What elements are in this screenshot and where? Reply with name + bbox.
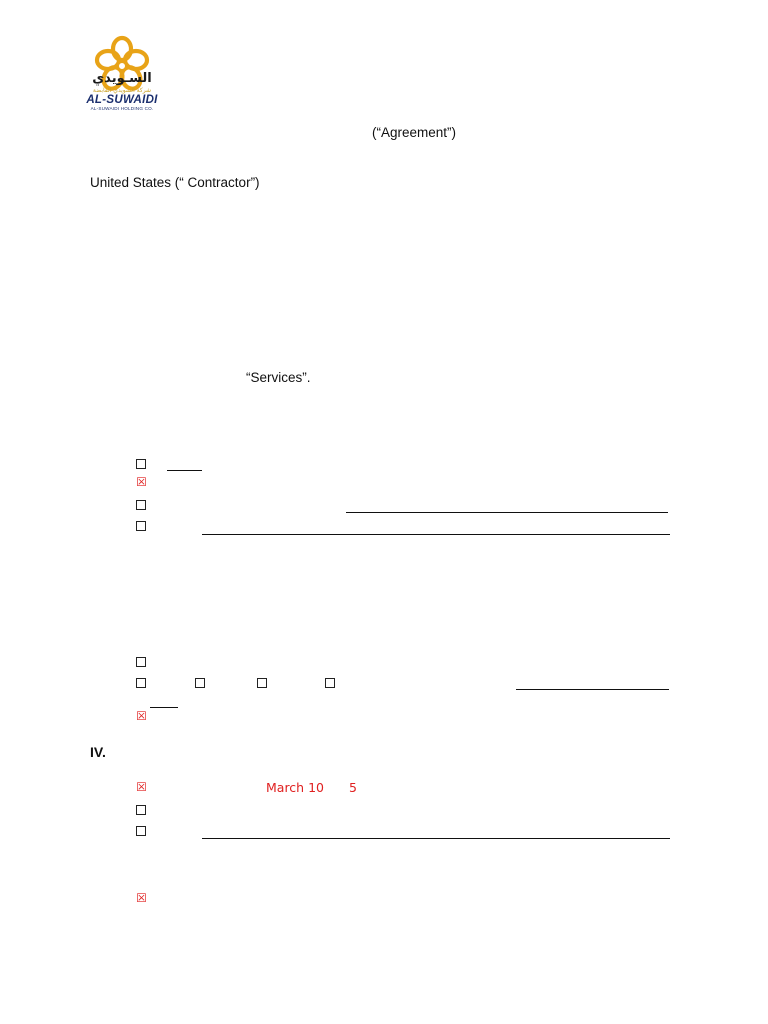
logo-english-name: AL-SUWAIDI bbox=[86, 94, 158, 106]
underline-blank-4 bbox=[516, 689, 669, 690]
underline-blank-1 bbox=[167, 470, 202, 471]
underline-blank-3 bbox=[202, 534, 670, 535]
checkbox-option-4[interactable] bbox=[136, 521, 146, 531]
checkbox-option-9[interactable] bbox=[136, 805, 146, 815]
agreement-label: (“Agreement”) bbox=[372, 125, 457, 140]
checkbox-option-1[interactable] bbox=[136, 459, 146, 469]
checkbox-option-6[interactable] bbox=[136, 678, 146, 688]
underline-blank-6 bbox=[202, 838, 670, 839]
services-label: “Services”. bbox=[246, 370, 311, 385]
section-iv-heading: IV. bbox=[90, 744, 106, 760]
checkbox-option-11-checked[interactable]: ☒ bbox=[136, 891, 147, 905]
checkbox-option-6b[interactable] bbox=[195, 678, 205, 688]
checkbox-option-5[interactable] bbox=[136, 657, 146, 667]
underline-blank-2 bbox=[346, 512, 668, 513]
checkbox-option-6c[interactable] bbox=[257, 678, 267, 688]
contractor-line: United States (“ Contractor”) bbox=[90, 175, 260, 190]
underline-blank-5 bbox=[150, 707, 178, 708]
checkbox-option-2-checked[interactable]: ☒ bbox=[136, 475, 147, 489]
checkbox-option-6d[interactable] bbox=[325, 678, 335, 688]
checkbox-option-8-checked[interactable]: ☒ bbox=[136, 780, 147, 794]
checkbox-option-7-checked[interactable]: ☒ bbox=[136, 709, 147, 723]
checkbox-option-10[interactable] bbox=[136, 826, 146, 836]
logo-arabic-subtitle: شركة السويدي القابضة bbox=[92, 87, 152, 94]
date-year-fragment: 5 bbox=[349, 780, 357, 795]
logo-english-subtitle: AL-SUWAIDI HOLDING CO. bbox=[90, 106, 154, 111]
checkbox-option-3[interactable] bbox=[136, 500, 146, 510]
date-month-day: March 10 bbox=[266, 780, 324, 795]
logo-arabic-name: السـويدي bbox=[92, 71, 152, 86]
